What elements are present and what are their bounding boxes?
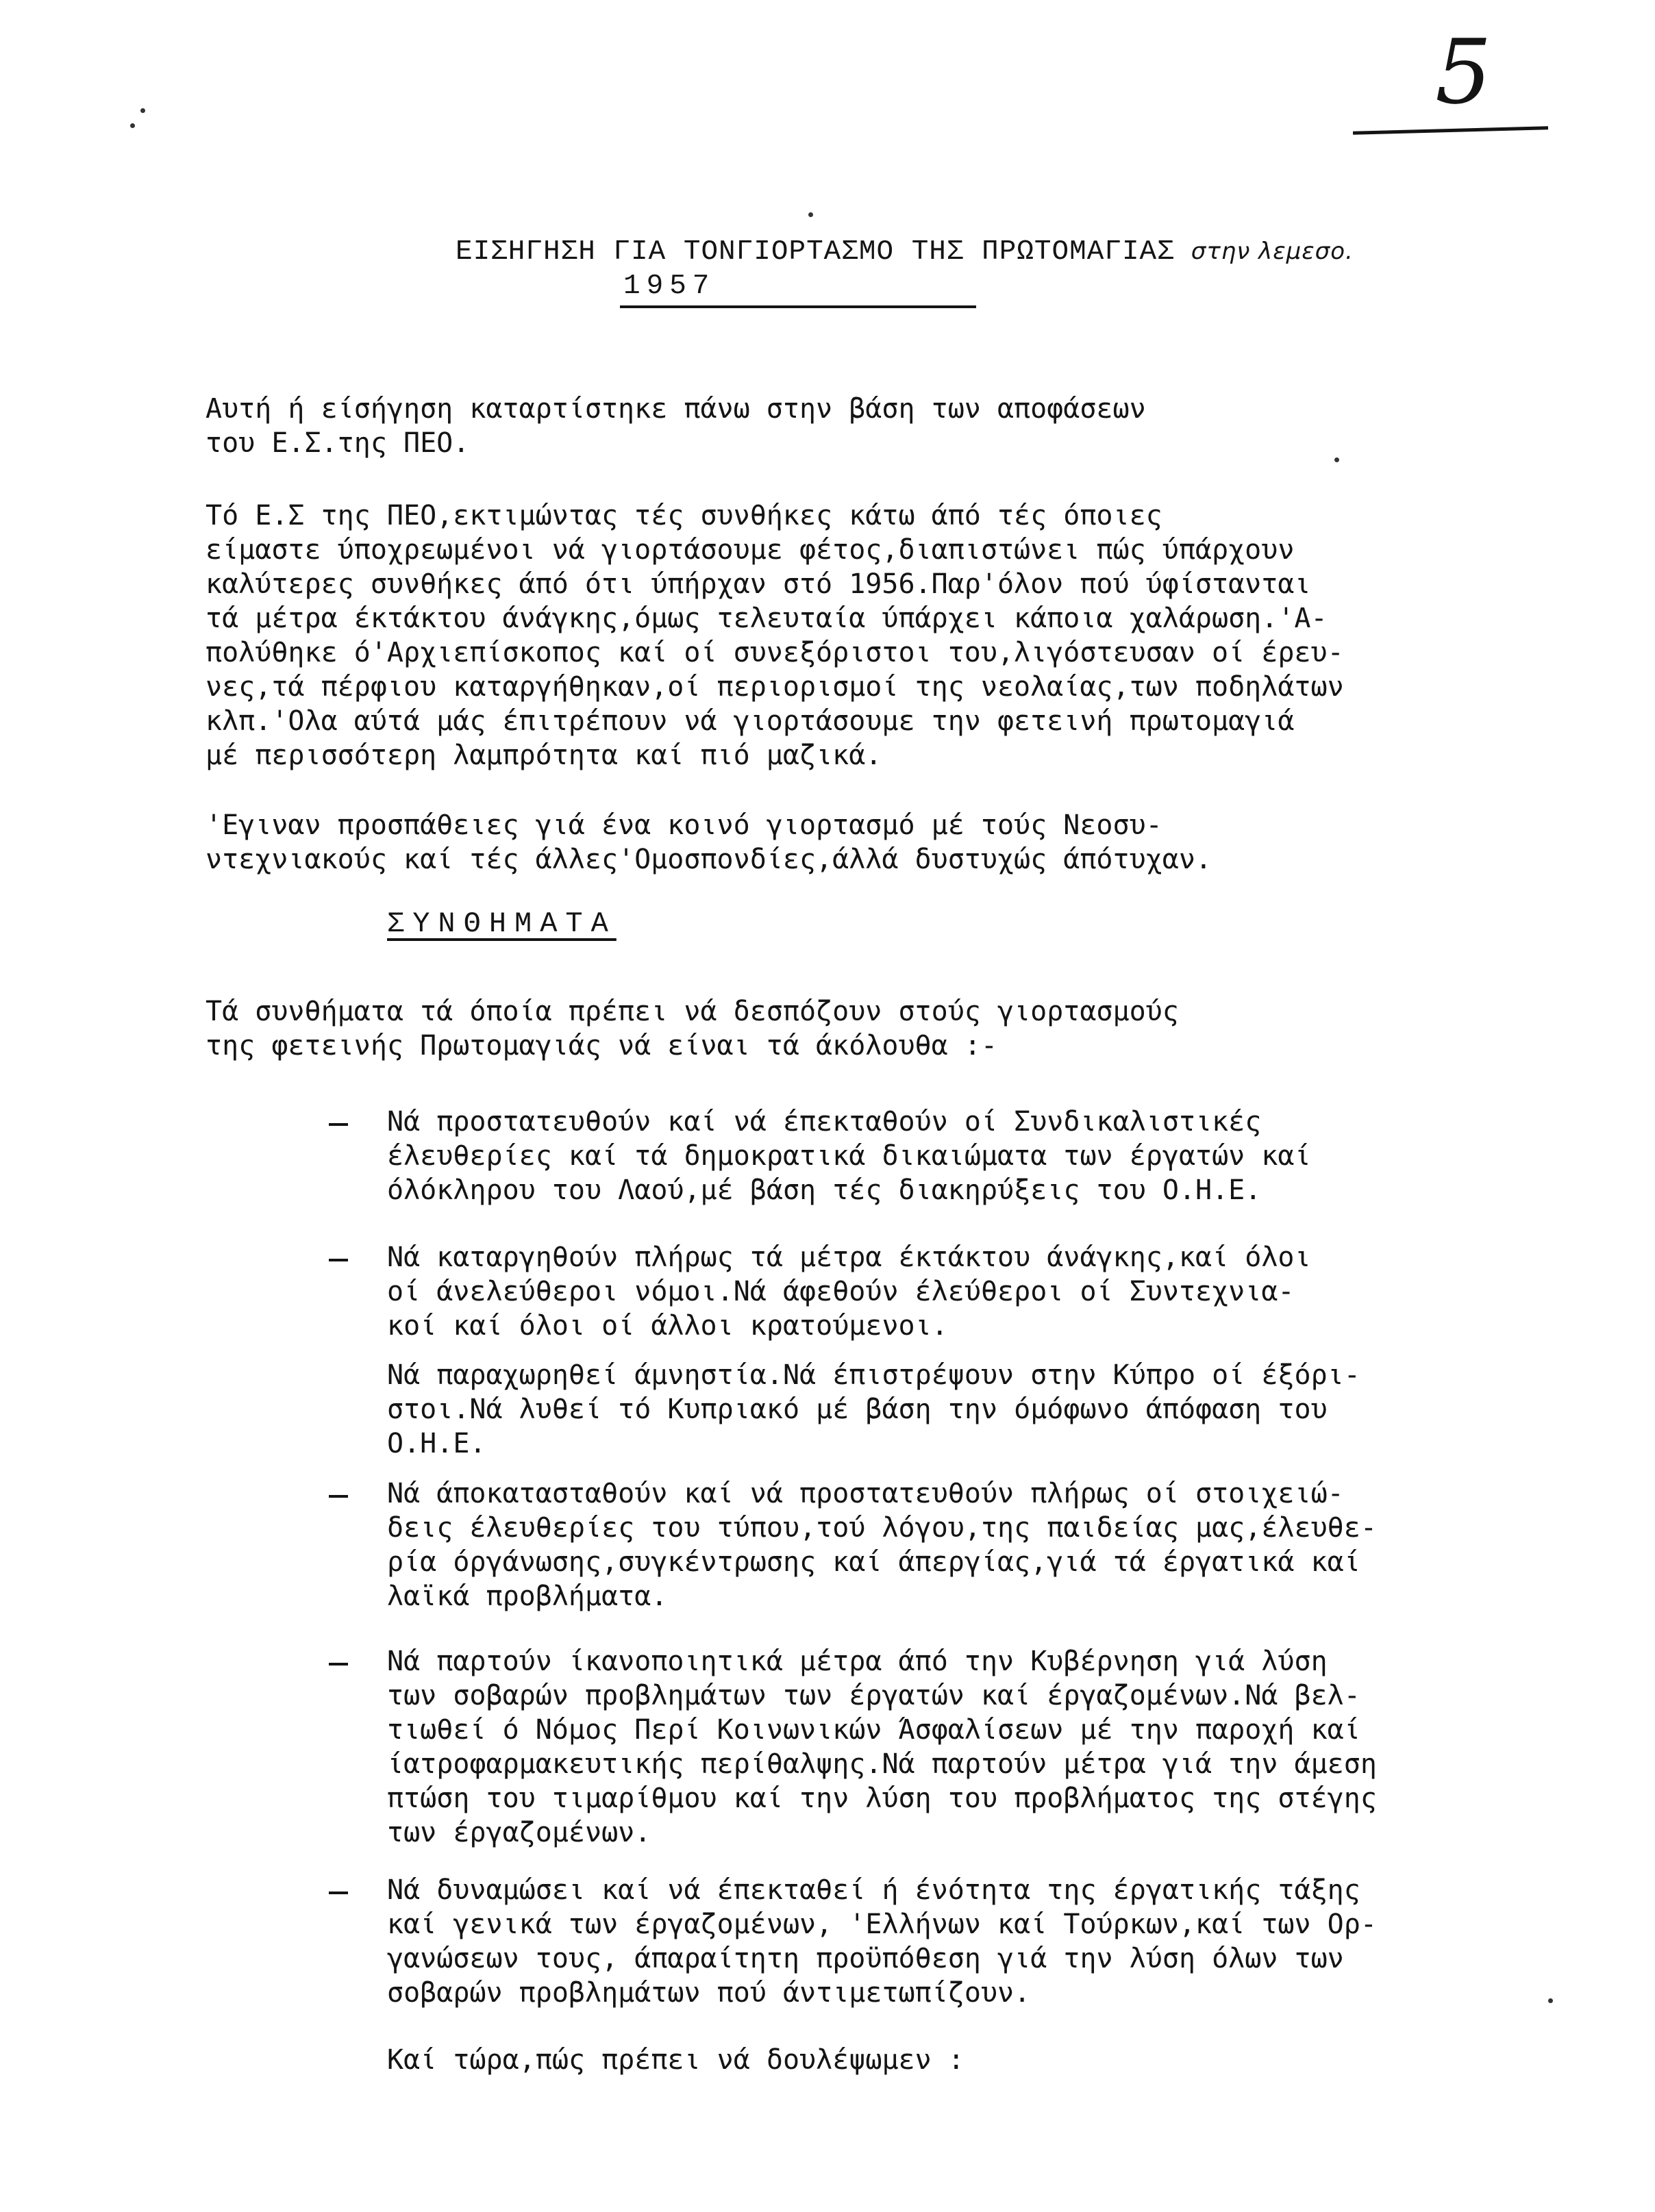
slogan-item: Νά προστατευθούν καί νά έπεκταθούν οί Συνδικαλιστικές έλευθερίες καί τά δημοκρατικά δικαιώματα των έργατών καί όλόκληρου του Λαού,μέ βάση τές διακηρύξεις του Ο.Η.Ε. <box>387 1106 1311 1206</box>
closing-line: Καί τώρα,πώς πρέπει νά δουλέψωμεν : <box>387 2044 965 2076</box>
document-title <box>456 236 1354 268</box>
handwritten-title-note: στην λεμεσο. <box>1191 238 1354 265</box>
paragraph-attempts: 'Εγιναν προσπάθειες γιά ένα κοινό γιορτασμό μέ τούς Νεοσυ- ντεχνιακούς καί τές άλλες'Ομοσπονδίες,άλλά δυστυχώς άπότυχαν. <box>206 809 1212 875</box>
stray-ink-mark <box>1334 457 1339 462</box>
stray-ink-mark <box>130 123 135 128</box>
title-text: ΕΙΣΗΓΗΣΗ ΓΙΑ ΤΟΝΓΙΟΡΤΑΣΜΟ ΤΗΣ ΠΡΩΤΟΜΑΓΙΑΣ <box>456 236 1175 268</box>
bullet-dash <box>329 1663 348 1666</box>
slogan-item-continuation: Νά παραχωρηθεί άμνηστία.Νά έπιστρέψουν στην Κύπρο οί έξόρι- στοι.Νά λυθεί τό Κυπριακό μέ βάση την όμόφωνο άπόφαση του Ο.Η.Ε. <box>387 1359 1360 1459</box>
slogans-intro: Τά συνθήματα τά όποία πρέπει νά δεσπόζουν στούς γιορτασμούς της φετεινής Πρωτομαγιάς νά είναι τά άκόλουθα :- <box>206 996 1179 1061</box>
slogan-item: Νά δυναμώσει καί νά έπεκταθεί ή ένότητα της έργατικής τάξης καί γενικά των έργαζομένων, 'Ελλήνων καί Τούρκων,καί των Ορ- γανώσεων τους, άπαραίτητη προϋπόθεση γιά την λύση όλων των σοβαρών προβλημάτων πού άντιμετωπίζουν. <box>387 1874 1377 2009</box>
slogan-item: Νά παρτούν ίκανοποιητικά μέτρα άπό την Κυβέρνηση γιά λύση των σοβαρών προβλημάτων των έργατών καί έργαζομένων.Νά βελ- τιωθεί ό Νόμος Περί Κοινωνικών Άσφαλίσεων μέ την παροχή καί ίατροφαρμακευτικής περίθαλψης.Νά παρτούν μέτρα γιά την άμεση πτώση του τιμαρίθμου καί την λύση του προβλήματος της στέγης των έργαζομένων. <box>387 1646 1377 1848</box>
slogan-item: Νά καταργηθούν πλήρως τά μέτρα έκτάκτου άνάγκης,καί όλοι οί άνελεύθεροι νόμοι.Νά άφεθούν έλεύθεροι οί Συντεχνια- κοί καί όλοι οί άλλοι κρατούμενοι. <box>387 1242 1311 1342</box>
section-heading: ΣΥΝΘΗΜΑΤΑ <box>387 907 617 940</box>
page-number: 5 <box>1435 20 1492 124</box>
page-number-underline <box>1353 126 1548 134</box>
title-year-rule <box>620 305 976 308</box>
slogan-item: Νά άποκατασταθούν καί νά προστατευθούν πλήρως οί στοιχειώ- δεις έλευθερίες του τύπου,τού λόγου,της παιδείας μας,έλευθε- ρία όργάνωσης,συγκέντρωσης καί άπεργίας,γιά τά έργατικά καί λαϊκά προβλήματα. <box>387 1478 1377 1612</box>
stray-ink-mark <box>1548 1998 1553 2003</box>
paragraph-situation: Τό Ε.Σ της ΠΕΟ,εκτιμώντας τές συνθήκες κάτω άπό τές όποιες είμαστε ύποχρεωμένοι νά γιορτάσουμε φέτος,διαπιστώνει πώς ύπάρχουν καλύτερες συνθήκες άπό ότι ύπήρχαν στό 1956.Παρ'όλον πού ύφίστανται τά μέτρα έκτάκτου άνάγκης,όμως τελευταία ύπάρχει κάποια χαλάρωση.'Α- πολύθηκε ό'Αρχιεπίσκοπος καί οί συνεξόριστοι του,λιγόστευσαν οί έρευ- νες,τά πέρφιου καταργήθηκαν,οί περιορισμοί της νεολαίας,των ποδηλάτων κλπ.'Ολα αύτά μάς έπιτρέπουν νά γιορτάσουμε την φετεινή πρωτομαγιά μέ περισσότερη λαμπρότητα καί πιό μαζικά. <box>206 500 1344 771</box>
bullet-dash <box>329 1495 348 1498</box>
stray-ink-mark <box>140 108 145 113</box>
bullet-dash <box>329 1891 348 1894</box>
bullet-dash <box>329 1259 348 1261</box>
intro-paragraph: Αυτή ή είσήγηση καταρτίστηκε πάνω στην βάση των αποφάσεων του Ε.Σ.της ΠΕΟ. <box>206 393 1146 459</box>
stray-ink-mark <box>808 212 813 217</box>
title-year: 1957 <box>623 271 716 302</box>
bullet-dash <box>329 1123 348 1126</box>
